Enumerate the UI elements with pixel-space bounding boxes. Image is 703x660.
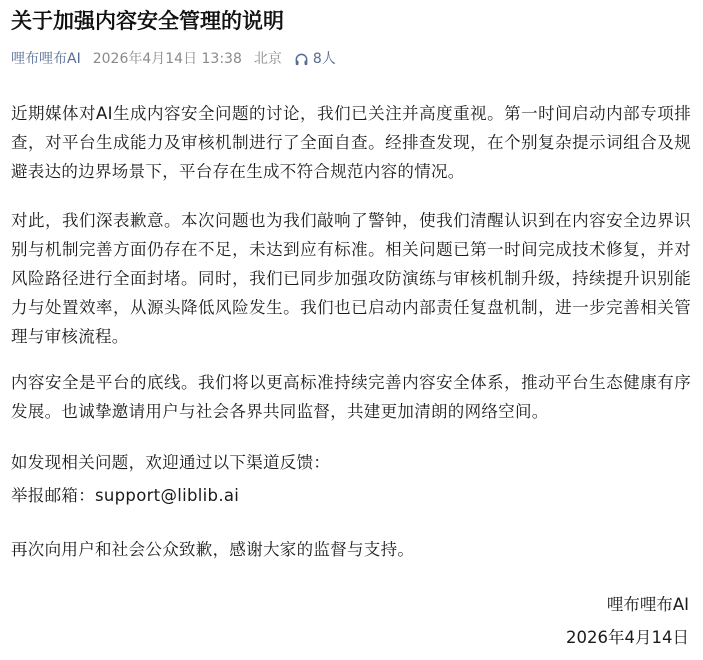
article-title: 关于加强内容安全管理的说明 bbox=[11, 9, 284, 33]
report-email[interactable]: 举报邮箱：support@liblib.ai bbox=[11, 486, 240, 505]
listen-button[interactable] bbox=[294, 46, 336, 72]
paragraph-apology: 对此，我们深表歉意。本次问题也为我们敲响了警钟，使我们清醒认识到在内容安全边界识别与机制完善方面仍存在不足，未达到应有标准。相关问题已第一时间完成技术修复，并对风险路径进行全面封堵。同时，我们已同步加强攻防演练与审核机制升级，持续提升识别能力与处置效率，从源头降低风险发生。我们也已启动内部责任复盘机制，进一步完善相关管理与审核流程。 bbox=[11, 211, 691, 346]
author-link[interactable]: 哩布哩布AI bbox=[11, 51, 81, 67]
paragraph-intro: 近期媒体对AI生成内容安全问题的讨论，我们已关注并高度重视。第一时间启动内部专项排查，对平台生成能力及审核机制进行了全面自查。经排查发现，在个别复杂提示词组合及规避表达的边界场景下，平台存在生成不符合规范内容的情况。 bbox=[11, 104, 691, 181]
signature-name: 哩布哩布AI bbox=[606, 595, 689, 614]
publish-date: 2026年4月14日 13:38 bbox=[92, 51, 242, 67]
listen-count: 8人 bbox=[312, 51, 336, 67]
paragraph-closing: 再次向用户和社会公众致歉，感谢大家的监督与支持。 bbox=[11, 540, 415, 559]
headphones-icon bbox=[294, 52, 309, 67]
paragraph-commitment: 内容安全是平台的底线。我们将以更高标准持续完善内容安全体系，推动平台生态健康有序发展。也诚挚邀请用户与社会各界共同监督，共建更加清朗的网络空间。 bbox=[11, 373, 691, 421]
publish-location: 北京 bbox=[253, 51, 282, 67]
paragraph-feedback: 如发现相关问题，欢迎通过以下渠道反馈： bbox=[11, 453, 331, 472]
signature-date: 2026年4月14日 bbox=[566, 628, 689, 647]
article-meta bbox=[11, 46, 336, 72]
